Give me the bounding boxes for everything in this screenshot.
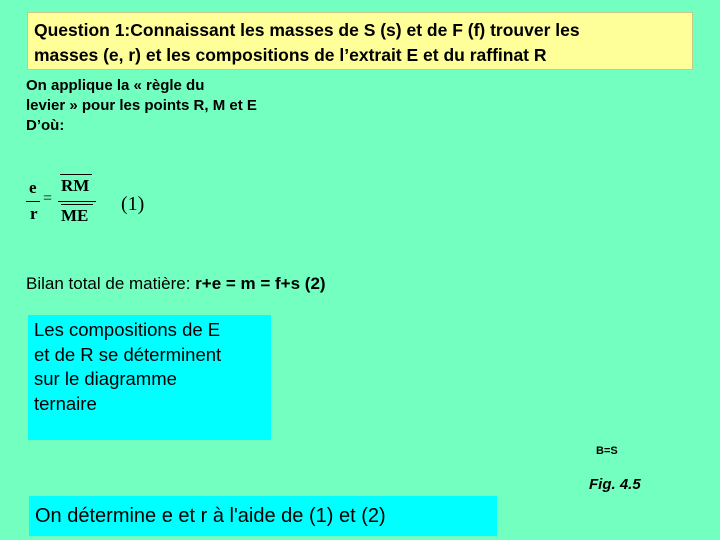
compositions-line-2: et de R se déterminent [34,343,222,365]
equation-denominator-me: ME [61,206,89,225]
compositions-line-3: sur le diagramme [34,368,177,389]
equation-fraction-bar-right [58,201,96,202]
equation-overline-rm [60,174,92,175]
mass-balance-formula: r+e = m = f+s (2) [195,274,326,293]
equation-numerator-e: e [29,178,37,197]
lever-rule-line-2: levier » pour les points R, M et E [26,97,257,114]
compositions-line-1: Les compositions de E [34,319,221,340]
mass-balance-text [26,273,446,295]
determine-text: On détermine e et r à l'aide de (1) et (2) [35,505,386,527]
equation-denominator-r: r [30,204,38,223]
diagram-corner-label: B=S [596,445,618,457]
question-title-line-1: Question 1:Connaissant les masses de S (s) et de F (f) trouver les [34,20,580,40]
figure-caption: Fig. 4.5 [589,476,641,493]
compositions-text-box [28,315,271,440]
lever-rule-line-1: On applique la « règle du [26,77,205,94]
lever-rule-line-3: D’où: [26,117,65,134]
equation-overline-me [61,204,93,205]
lever-rule-text [26,76,326,136]
question-title-box [27,12,693,70]
equation-equals-sign: = [43,190,53,207]
question-title-line-2: masses (e, r) et les compositions de l’extrait E et du raffinat R [34,45,547,65]
equation-numerator-rm: RM [61,176,90,195]
compositions-line-4: ternaire [34,392,97,414]
equation-label: (1) [121,193,145,215]
mass-balance-prefix: Bilan total de matière: [26,274,196,293]
determine-text-box [29,496,497,536]
equation-fraction-bar-left [26,201,40,202]
lever-equation [26,168,226,232]
